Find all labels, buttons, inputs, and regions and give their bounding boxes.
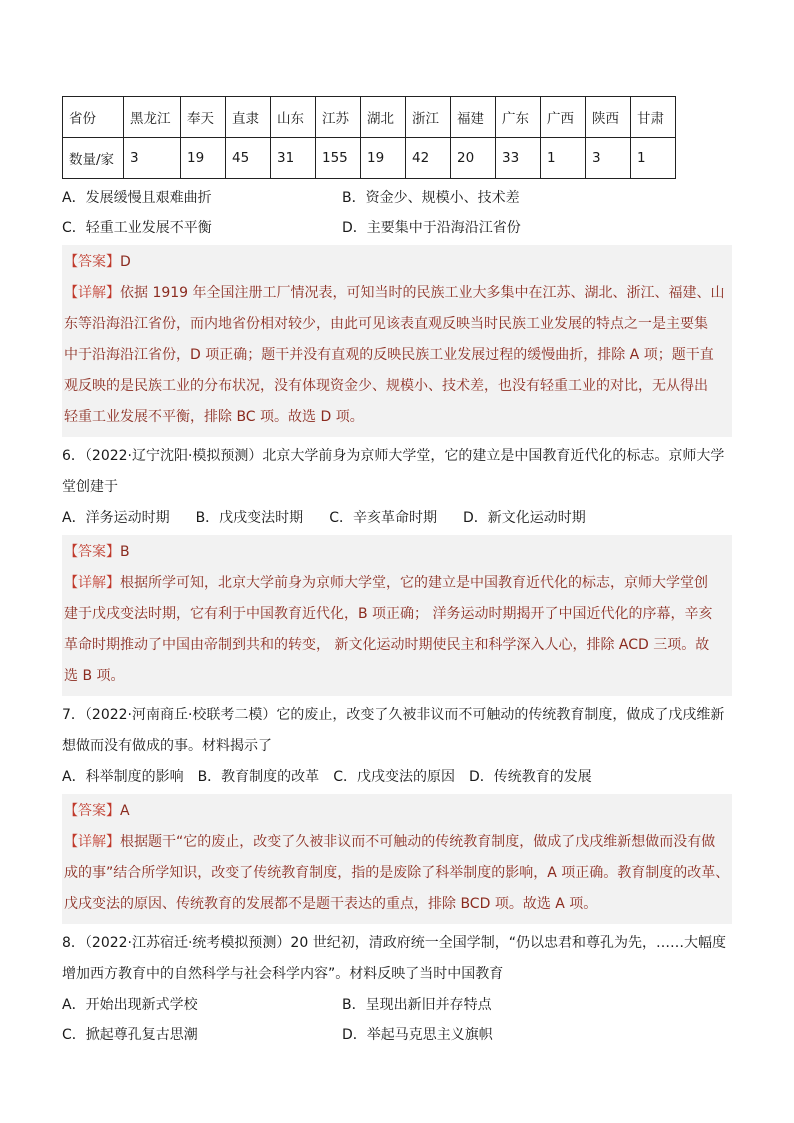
table-cell: 19 <box>181 138 226 179</box>
table-cell: 广西 <box>541 97 586 138</box>
q5-detail-text: 轻重工业发展不平衡，排除 BC 项。故选 D 项。 <box>64 409 364 425</box>
table-cell: 甘肃 <box>631 97 676 138</box>
q6-options <box>62 503 732 533</box>
table-cell: 42 <box>406 138 451 179</box>
q7-option-d: D．传统教育的发展 <box>468 769 592 785</box>
q5-answer-block <box>62 245 732 437</box>
table-cell: 33 <box>496 138 541 179</box>
q5-options <box>62 183 732 243</box>
q8-option-d: D．举起马克思主义旗帜 <box>342 1027 493 1043</box>
table-cell: 31 <box>271 138 316 179</box>
detail-tag: 【详解】 <box>64 834 120 850</box>
table-cell: 广东 <box>496 97 541 138</box>
q6-detail-line <box>62 568 732 599</box>
table-row-provinces <box>63 97 676 138</box>
table-cell: 1 <box>631 138 676 179</box>
q7-detail-text: 成的事”结合所学知识，改变了传统教育制度，指的是废除了科举制度的影响，A 项正确。教育制度的改革、 <box>64 865 730 881</box>
q7-stem-line: 想做而没有做成的事。材料揭示了 <box>62 738 272 754</box>
q7-detail-text: 根据题干“它的废止，改变了久被非议而不可触动的传统教育制度，做成了戊戌维新想做而没有做 <box>120 834 716 850</box>
q7-answer-block <box>62 794 732 924</box>
q6-detail-text: 根据所学可知，北京大学前身为京师大学堂，它的建立是中国教育近代化的标志，京师大学堂创 <box>120 575 708 591</box>
table-cell: 155 <box>316 138 361 179</box>
answer-tag: 【答案】 <box>64 254 120 270</box>
q7-option-a: A．科举制度的影响 <box>62 769 184 785</box>
table-cell: 江苏 <box>316 97 361 138</box>
table-cell: 20 <box>451 138 496 179</box>
q7-option-c: C．戊戌变法的原因 <box>333 769 455 785</box>
table-cell: 黑龙江 <box>124 97 181 138</box>
q7-option-b: B．教育制度的改革 <box>197 769 320 785</box>
q7-stem <box>62 700 732 762</box>
q6-detail-text: 选 B 项。 <box>64 668 125 684</box>
answer-tag: 【答案】 <box>64 803 120 819</box>
q5-answer: D <box>120 254 131 270</box>
table-cell: 陕西 <box>586 97 631 138</box>
table-cell: 直隶 <box>226 97 271 138</box>
q6-stem-line: 6．（2022·辽宁沈阳·模拟预测）北京大学前身为京师大学堂，它的建立是中国教育近代化的标志。京师大学 <box>62 448 725 464</box>
q7-detail-text: 戊戌变法的原因、传统教育的发展都不是题干表达的重点，排除 BCD 项。故选 A 项。 <box>64 896 598 912</box>
factory-table <box>62 96 676 179</box>
q5-answer-line <box>62 247 732 278</box>
q5-detail-text: 中于沿海沿江省份，D 项正确；题干并没有直观的反映民族工业发展过程的缓慢曲折，排除 A 项；题干直 <box>64 347 714 363</box>
q7-options <box>62 762 732 792</box>
q6-answer-line <box>62 537 732 568</box>
q6-option-a: A．洋务运动时期 <box>62 510 170 526</box>
q6-answer-block <box>62 535 732 696</box>
q5-detail-text: 依据 1919 年全国注册工厂情况表，可知当时的民族工业大多集中在江苏、湖北、浙江、福建、山 <box>120 285 725 301</box>
q5-option-c: C．轻重工业发展不平衡 <box>62 220 212 236</box>
table-cell: 奉天 <box>181 97 226 138</box>
q6-stem-line: 堂创建于 <box>62 479 118 495</box>
q5-option-b: B．资金少、规模小、技术差 <box>342 190 520 206</box>
table-cell: 福建 <box>451 97 496 138</box>
q8-stem-line: 增加西方教育中的自然科学与社会科学内容”。材料反映了当时中国教育 <box>62 966 504 982</box>
q8-option-c: C．掀起尊孔复古思潮 <box>62 1027 198 1043</box>
q7-answer: A <box>120 803 130 819</box>
detail-tag: 【详解】 <box>64 285 120 301</box>
table-cell: 3 <box>586 138 631 179</box>
q7-answer-line <box>62 796 732 827</box>
q6-option-c: C．辛亥革命时期 <box>329 510 437 526</box>
table-cell: 45 <box>226 138 271 179</box>
q5-detail-text: 观反映的是民族工业的分布状况，没有体现资金少、规模小、技术差，也没有轻重工业的对比，无从得出 <box>64 378 708 394</box>
q6-stem <box>62 441 732 503</box>
q8-options <box>62 990 732 1050</box>
page-content <box>62 96 732 1050</box>
table-cell: 19 <box>361 138 406 179</box>
q7-stem-line: 7．（2022·河南商丘·校联考二模）它的废止，改变了久被非议而不可触动的传统教育制度，做成了戊戌维新 <box>62 707 725 723</box>
q8-option-b: B．呈现出新旧并存特点 <box>342 997 492 1013</box>
table-cell: 1 <box>541 138 586 179</box>
table-row-values <box>63 138 676 179</box>
table-header-cell: 数量/家 <box>63 138 124 179</box>
table-cell: 湖北 <box>361 97 406 138</box>
q5-option-a: A．发展缓慢且艰难曲折 <box>62 190 212 206</box>
table-header-cell: 省份 <box>63 97 124 138</box>
table-cell: 3 <box>124 138 181 179</box>
detail-tag: 【详解】 <box>64 575 120 591</box>
q6-option-b: B．戊戌变法时期 <box>195 510 304 526</box>
q5-detail-line <box>62 278 732 309</box>
q8-option-a: A．开始出现新式学校 <box>62 997 198 1013</box>
q8-stem <box>62 928 732 990</box>
q6-detail-text: 建于戊戌变法时期，它有利于中国教育近代化，B 项正确； 洋务运动时期揭开了中国近代化的序幕，辛亥 <box>64 606 713 622</box>
q7-detail-line <box>62 827 732 858</box>
table-cell: 浙江 <box>406 97 451 138</box>
q5-option-d: D．主要集中于沿海沿江省份 <box>342 220 521 236</box>
answer-tag: 【答案】 <box>64 544 120 560</box>
q8-stem-line: 8．（2022·江苏宿迁·统考模拟预测）20 世纪初，清政府统一全国学制，“仍以忠君和尊孔为先，……大幅度 <box>62 935 726 951</box>
q6-option-d: D．新文化运动时期 <box>462 510 586 526</box>
q6-detail-text: 革命时期推动了中国由帝制到共和的转变， 新文化运动时期使民主和科学深入人心，排除 ACD 三项。故 <box>64 637 710 653</box>
q5-detail-text: 东等沿海沿江省份，而内地省份相对较少，由此可见该表直观反映当时民族工业发展的特点之一是主要集 <box>64 316 708 332</box>
table-cell: 山东 <box>271 97 316 138</box>
q6-answer: B <box>120 544 130 560</box>
